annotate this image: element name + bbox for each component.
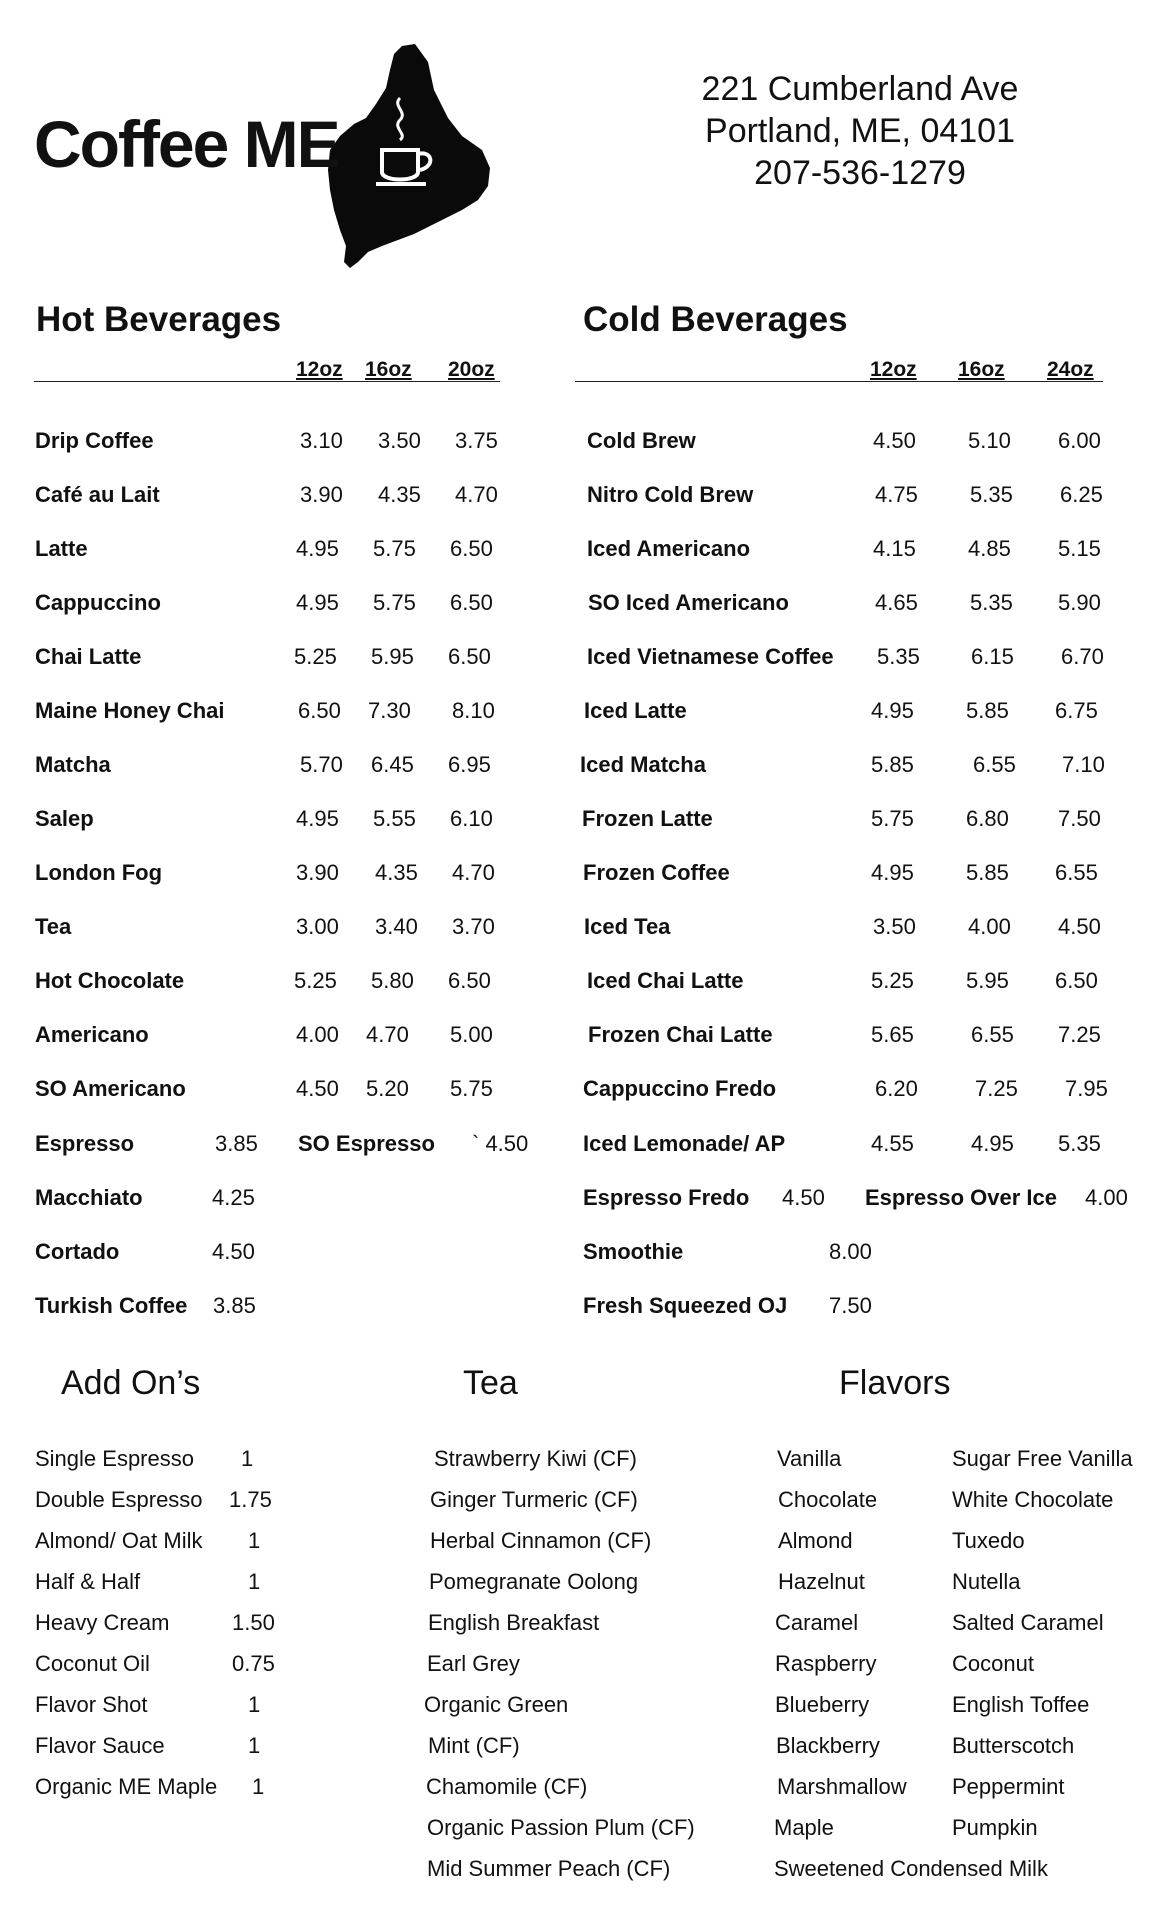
item-price: 5.80	[371, 968, 414, 993]
item-label: Sweetened Condensed Milk	[774, 1856, 1048, 1881]
item-price: 4.95	[971, 1131, 1014, 1156]
menu-item-espresso-fredo	[0, 1185, 1166, 1215]
item-price: 5.70	[300, 752, 343, 777]
flavors-title: Flavors	[839, 1364, 951, 1402]
item-price: 4.50	[873, 428, 916, 453]
item-price: 3.50	[873, 914, 916, 939]
item-name: SO Americano	[35, 1076, 186, 1101]
item-price: 6.50	[450, 590, 493, 615]
item-label: Double Espresso	[35, 1487, 203, 1512]
item-price: 3.40	[375, 914, 418, 939]
item-price: 5.75	[373, 590, 416, 615]
item-price: 3.00	[296, 914, 339, 939]
item-price: 4.85	[968, 536, 1011, 561]
item-price: 4.15	[873, 536, 916, 561]
menu-item	[0, 806, 1166, 836]
item-price: 4.00	[1085, 1185, 1128, 1210]
menu-item	[0, 698, 1166, 728]
item-label: English Breakfast	[428, 1610, 600, 1635]
flavor-row	[0, 1610, 1166, 1640]
item-price: 5.55	[373, 806, 416, 831]
item-price: 4.95	[871, 860, 914, 885]
item-name: Drip Coffee	[35, 428, 154, 453]
item-name: Nitro Cold Brew	[587, 482, 754, 507]
item-label: Peppermint	[952, 1774, 1065, 1799]
item-price: 8.00	[829, 1239, 872, 1264]
item-name: Espresso Fredo	[583, 1185, 750, 1210]
item-label: Coconut	[952, 1651, 1034, 1676]
item-label: Heavy Cream	[35, 1610, 170, 1635]
item-label: Tuxedo	[952, 1528, 1025, 1553]
cold-header-rule	[575, 381, 1103, 382]
item-price: 7.95	[1065, 1076, 1108, 1101]
item-price: 1.50	[232, 1610, 275, 1635]
coffee-cup-icon	[370, 90, 460, 190]
item-price: 3.10	[300, 428, 343, 453]
item-label: Maple	[774, 1815, 834, 1840]
item-price: 4.95	[296, 590, 339, 615]
item-label: Earl Grey	[427, 1651, 520, 1676]
logo-text: Coffee ME	[34, 107, 339, 181]
item-name: Chai Latte	[35, 644, 142, 669]
item-price: 4.95	[296, 806, 339, 831]
item-price: 5.20	[366, 1076, 409, 1101]
item-label: Sugar Free Vanilla	[952, 1446, 1133, 1471]
item-label: English Toffee	[952, 1692, 1090, 1717]
item-name: Salep	[35, 806, 94, 831]
hot-size-16oz: 16oz	[365, 358, 412, 381]
item-label: Coconut Oil	[35, 1651, 150, 1676]
item-label: Half & Half	[35, 1569, 141, 1594]
item-name: Frozen Latte	[582, 806, 713, 831]
flavor-row	[0, 1692, 1166, 1722]
item-name: Tea	[35, 914, 72, 939]
item-name: Turkish Coffee	[35, 1293, 188, 1318]
menu-item	[0, 752, 1166, 782]
item-price: 5.25	[871, 968, 914, 993]
item-label: White Chocolate	[952, 1487, 1114, 1512]
item-name: Iced Americano	[587, 536, 751, 561]
item-price: 4.55	[871, 1131, 914, 1156]
item-label: Almond	[778, 1528, 853, 1553]
menu-item	[0, 536, 1166, 566]
flavor-row	[0, 1569, 1166, 1599]
item-name: Iced Tea	[584, 914, 671, 939]
item-price: 4.50	[296, 1076, 339, 1101]
menu-item	[0, 482, 1166, 512]
item-price: 5.00	[450, 1022, 493, 1047]
item-price: 5.10	[968, 428, 1011, 453]
flavor-row	[0, 1528, 1166, 1558]
item-price: 4.95	[296, 536, 339, 561]
menu-item-smoothie	[0, 1239, 1166, 1269]
item-name: Smoothie	[583, 1239, 684, 1264]
item-label: Hazelnut	[778, 1569, 865, 1594]
item-label: Almond/ Oat Milk	[35, 1528, 203, 1553]
hot-beverages-title: Hot Beverages	[36, 300, 282, 339]
item-label: Flavor Shot	[35, 1692, 148, 1717]
item-label: Ginger Turmeric (CF)	[430, 1487, 638, 1512]
item-price: 7.25	[975, 1076, 1018, 1101]
item-price: 5.75	[871, 806, 914, 831]
item-price: 6.50	[450, 536, 493, 561]
item-name: Frozen Coffee	[583, 860, 730, 885]
address-line-2: Portland, ME, 04101	[705, 112, 1015, 150]
flavor-row	[0, 1733, 1166, 1763]
menu-item	[0, 1076, 1166, 1106]
item-price: 4.00	[296, 1022, 339, 1047]
item-name: Latte	[35, 536, 88, 561]
item-label: Vanilla	[777, 1446, 842, 1471]
item-name: Fresh Squeezed OJ	[583, 1293, 788, 1318]
item-price: 5.35	[970, 482, 1013, 507]
hot-header-rule	[34, 381, 500, 382]
item-label: Pumpkin	[952, 1815, 1038, 1840]
item-label: Pomegranate Oolong	[429, 1569, 639, 1594]
item-price: 5.95	[371, 644, 414, 669]
item-price: 4.70	[455, 482, 498, 507]
item-price: 7.30	[368, 698, 411, 723]
item-price: 6.25	[1060, 482, 1103, 507]
flavor-row	[0, 1446, 1166, 1476]
menu-item	[0, 590, 1166, 620]
menu-item	[0, 968, 1166, 998]
item-label: Chamomile (CF)	[426, 1774, 588, 1799]
item-price: 3.90	[300, 482, 343, 507]
menu-item	[0, 914, 1166, 944]
item-price: 4.95	[871, 698, 914, 723]
item-name: Espresso Over Ice	[865, 1185, 1058, 1210]
item-name: Iced Chai Latte	[587, 968, 744, 993]
hot-size-12oz: 12oz	[296, 358, 343, 381]
item-name: Café au Lait	[35, 482, 160, 507]
item-price: 7.25	[1058, 1022, 1101, 1047]
item-name: Iced Lemonade/ AP	[583, 1131, 786, 1156]
item-price: 6.55	[971, 1022, 1014, 1047]
item-price: 4.50	[212, 1239, 255, 1264]
item-label: Mint (CF)	[428, 1733, 520, 1758]
cold-size-16oz: 16oz	[958, 358, 1005, 381]
item-label: Mid Summer Peach (CF)	[427, 1856, 671, 1881]
item-price: 0.75	[232, 1651, 275, 1676]
item-name: Iced Matcha	[580, 752, 706, 777]
item-label: Butterscotch	[952, 1733, 1075, 1758]
menu-item	[0, 1131, 1166, 1161]
item-price: 1	[252, 1774, 265, 1799]
cold-beverages-title: Cold Beverages	[583, 300, 848, 339]
item-name: Iced Vietnamese Coffee	[587, 644, 834, 669]
item-price: 4.35	[378, 482, 421, 507]
menu-item	[0, 428, 1166, 458]
item-price: 5.75	[450, 1076, 493, 1101]
item-name: Americano	[35, 1022, 149, 1047]
item-price: 6.95	[448, 752, 491, 777]
item-name: Maine Honey Chai	[35, 698, 225, 723]
flavor-row	[0, 1774, 1166, 1804]
item-price: 3.70	[452, 914, 495, 939]
item-label: Marshmallow	[777, 1774, 907, 1799]
item-price: 3.90	[296, 860, 339, 885]
item-label: Single Espresso	[35, 1446, 194, 1471]
item-price: 4.25	[212, 1185, 255, 1210]
item-label: Salted Caramel	[952, 1610, 1104, 1635]
addons-title: Add On’s	[61, 1364, 201, 1402]
item-label: Flavor Sauce	[35, 1733, 165, 1758]
item-price: 6.75	[1055, 698, 1098, 723]
item-name: Iced Latte	[584, 698, 687, 723]
item-price: 8.10	[452, 698, 495, 723]
item-name: SO Espresso	[298, 1131, 435, 1156]
item-price: 6.55	[1055, 860, 1098, 885]
item-label: Herbal Cinnamon (CF)	[430, 1528, 652, 1553]
item-price: 4.75	[875, 482, 918, 507]
phone-number: 207-536-1279	[754, 154, 966, 192]
flavor-row	[0, 1651, 1166, 1681]
item-price: 6.20	[875, 1076, 918, 1101]
menu-item	[0, 644, 1166, 674]
flavor-row	[0, 1487, 1166, 1517]
item-name: SO Iced Americano	[588, 590, 789, 615]
item-price: 1.75	[229, 1487, 272, 1512]
flavor-row	[0, 1856, 1166, 1886]
item-name: Cappuccino	[35, 590, 161, 615]
item-price: 3.85	[213, 1293, 256, 1318]
item-price: ` 4.50	[472, 1131, 529, 1156]
item-label: Nutella	[952, 1569, 1021, 1594]
item-price: 4.50	[782, 1185, 825, 1210]
item-price: 4.50	[1058, 914, 1101, 939]
item-label: Strawberry Kiwi (CF)	[434, 1446, 637, 1471]
item-price: 6.15	[971, 644, 1014, 669]
item-price: 5.85	[966, 860, 1009, 885]
item-price: 4.00	[968, 914, 1011, 939]
item-label: Chocolate	[778, 1487, 878, 1512]
hot-size-20oz: 20oz	[448, 358, 495, 381]
item-price: 7.50	[1058, 806, 1101, 831]
item-label: Organic Passion Plum (CF)	[427, 1815, 695, 1840]
item-label: Caramel	[775, 1610, 859, 1635]
item-price: 6.00	[1058, 428, 1101, 453]
item-price: 6.70	[1061, 644, 1104, 669]
item-name: London Fog	[35, 860, 163, 885]
item-price: 4.35	[375, 860, 418, 885]
cold-size-24oz: 24oz	[1047, 358, 1094, 381]
item-price: 1	[248, 1692, 261, 1717]
item-price: 5.95	[966, 968, 1009, 993]
address-line-1: 221 Cumberland Ave	[701, 70, 1019, 108]
item-price: 4.70	[366, 1022, 409, 1047]
item-name: Hot Chocolate	[35, 968, 185, 993]
flavor-row	[0, 1815, 1166, 1845]
item-price: 5.85	[966, 698, 1009, 723]
item-name: Matcha	[35, 752, 111, 777]
item-price: 3.75	[455, 428, 498, 453]
item-price: 5.25	[294, 644, 337, 669]
item-price: 3.85	[215, 1131, 258, 1156]
item-price: 1	[248, 1528, 261, 1553]
item-price: 5.75	[373, 536, 416, 561]
item-price: 4.70	[452, 860, 495, 885]
cold-size-12oz: 12oz	[870, 358, 917, 381]
item-price: 6.55	[973, 752, 1016, 777]
logo	[30, 40, 500, 275]
item-price: 5.85	[871, 752, 914, 777]
item-price: 1	[248, 1733, 261, 1758]
item-price: 4.65	[875, 590, 918, 615]
item-price: 7.50	[829, 1293, 872, 1318]
item-price: 6.50	[448, 968, 491, 993]
menu-item	[0, 860, 1166, 890]
item-name: Cortado	[35, 1239, 120, 1264]
menu-item-fresh-oj	[0, 1293, 1166, 1323]
item-label: Organic Green	[424, 1692, 569, 1717]
item-price: 6.10	[450, 806, 493, 831]
item-price: 5.35	[1058, 1131, 1101, 1156]
item-price: 6.50	[1055, 968, 1098, 993]
item-price: 3.50	[378, 428, 421, 453]
item-price: 1	[241, 1446, 254, 1471]
store-address	[640, 68, 1080, 194]
item-price: 5.35	[877, 644, 920, 669]
item-price: 6.45	[371, 752, 414, 777]
item-label: Blackberry	[776, 1733, 880, 1758]
item-price: 6.80	[966, 806, 1009, 831]
menu-item	[0, 1022, 1166, 1052]
item-label: Raspberry	[775, 1651, 877, 1676]
item-price: 5.35	[970, 590, 1013, 615]
item-price: 5.90	[1058, 590, 1101, 615]
item-price: 6.50	[448, 644, 491, 669]
item-price: 1	[248, 1569, 261, 1594]
tea-title: Tea	[463, 1364, 518, 1402]
item-name: Cappuccino Fredo	[583, 1076, 777, 1101]
item-label: Organic ME Maple	[35, 1774, 218, 1799]
item-name: Frozen Chai Latte	[588, 1022, 773, 1047]
item-price: 5.25	[294, 968, 337, 993]
item-label: Blueberry	[775, 1692, 870, 1717]
item-price: 5.65	[871, 1022, 914, 1047]
item-price: 5.15	[1058, 536, 1101, 561]
item-price: 6.50	[298, 698, 341, 723]
item-name: Cold Brew	[587, 428, 696, 453]
item-price: 7.10	[1062, 752, 1105, 777]
item-name: Macchiato	[35, 1185, 143, 1210]
item-name: Espresso	[35, 1131, 135, 1156]
